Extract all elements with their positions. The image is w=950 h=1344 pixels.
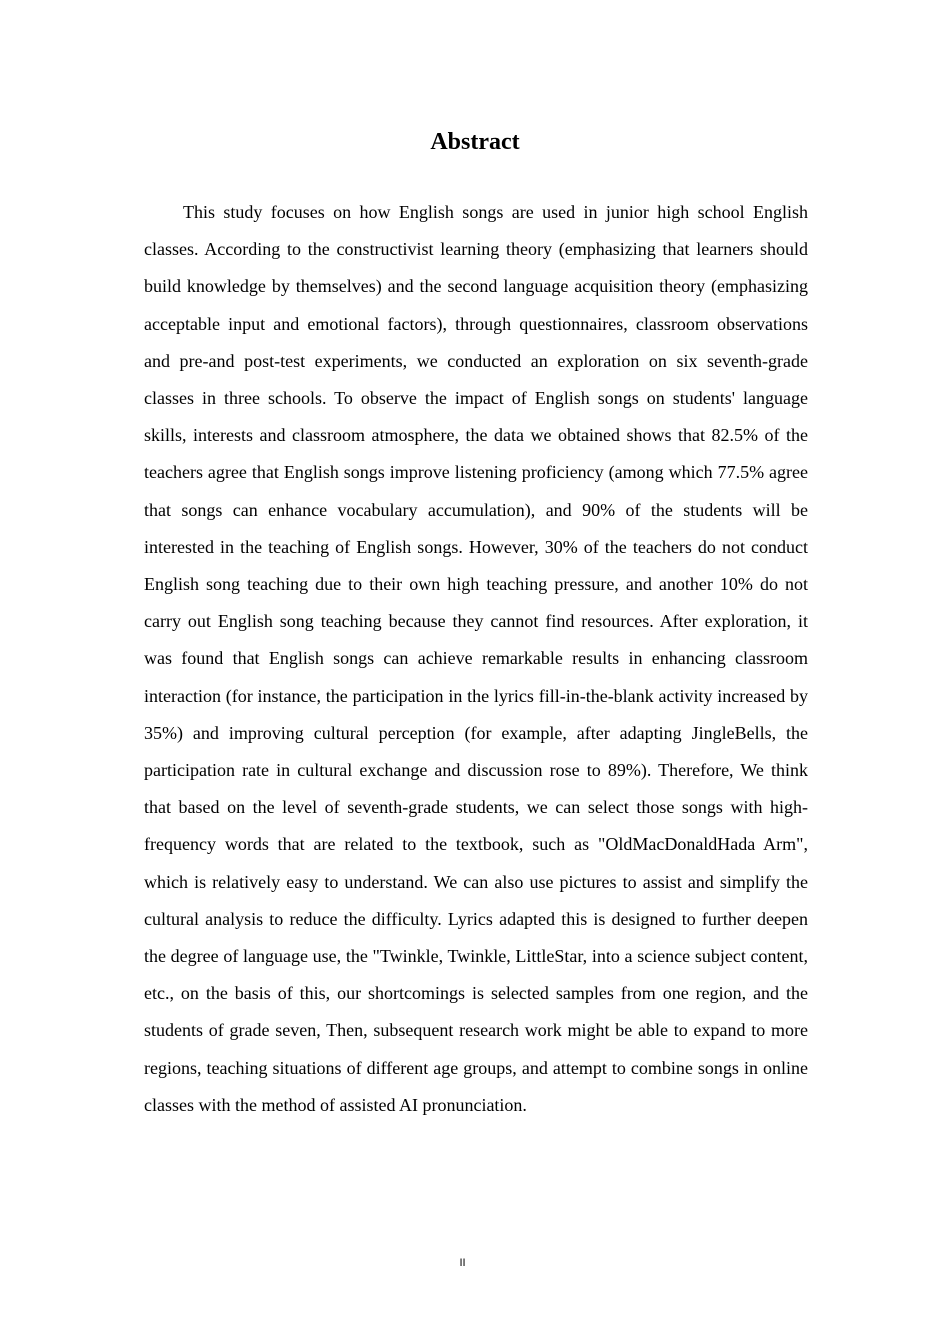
abstract-heading: Abstract <box>430 129 520 155</box>
abstract-body: This study focuses on how English songs are used in junior high school English classes. According to the constructivist learning theory (emphasizing that learners should build knowledge by themselves) and the second language acquisition theory (emphasizing acceptable input and emotional factors), through questionnaires, classroom observations and pre-and post-test experiments, we conducted an exploration on six seventh-grade classes in three schools. To observe the impact of English songs on students' language skills, interests and classroom atmosphere, the data we obtained shows that 82.5% of the teachers agree that English songs improve listening proficiency (among which 77.5% agree that songs can enhance vocabulary accumulation), and 90% of the students will be interested in the teaching of English songs. However, 30% of the teachers do not conduct English song teaching due to their own high teaching pressure, and another 10% do not carry out English song teaching because they cannot find resources. After exploration, it was found that English songs can achieve remarkable results in enhancing classroom interaction (for instance, the participation in the lyrics fill-in-the-blank activity increased by 35%) and improving cultural perception (for example, after adapting JingleBells, the participation rate in cultural exchange and discussion rose to 89%). Therefore, We think that based on the level of seventh-grade students, we can select those songs with high-frequency words that are related to the textbook, such as "OldMacDonaldHada Arm", which is relatively easy to understand. We can also use pictures to assist and simplify the cultural analysis to reduce the difficulty. Lyrics adapted this is designed to further deepen the degree of language use, the "Twinkle, Twinkle, LittleStar, into a science subject content, etc., on the basis of this, our shortcomings is selected samples from one region, and the students of grade seven, Then, subsequent research work might be able to expand to more regions, teaching situations of different age groups, and attempt to combine songs in online classes with the method of assisted AI pronunciation. <box>144 202 808 1115</box>
page-number: II <box>459 1257 466 1269</box>
